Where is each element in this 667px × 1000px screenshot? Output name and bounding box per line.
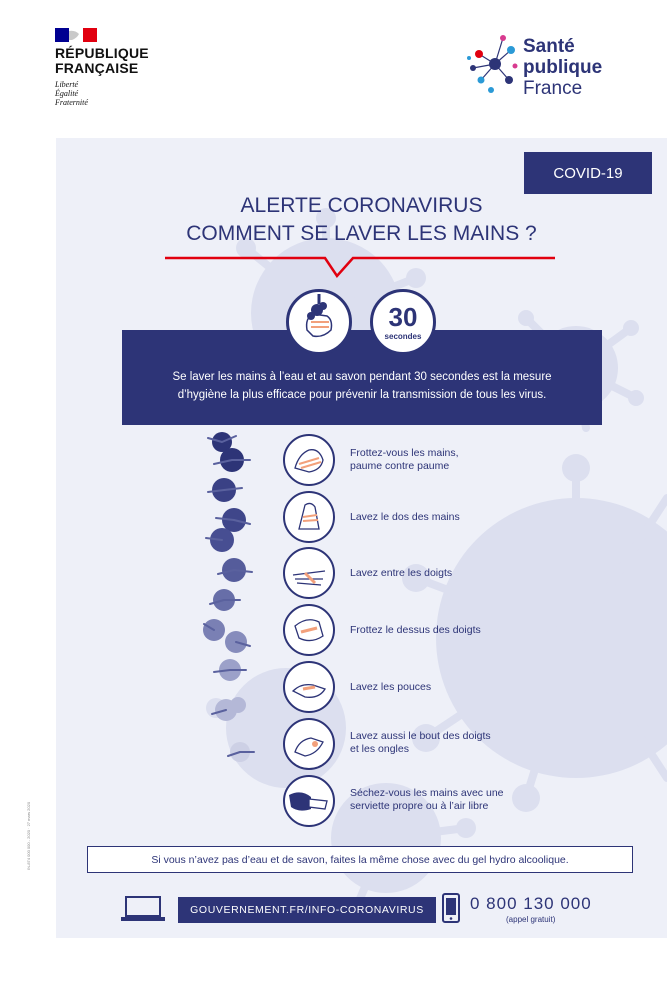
step-text-2: Lavez le dos des mains [350, 511, 460, 523]
timer-unit: secondes [384, 331, 422, 341]
phone-number[interactable]: 0 800 130 000 [470, 894, 592, 913]
intro-text: Se laver les mains à l’eau et au savon pendant 30 secondes est la mesure d’hygiène la plus efficace pour prévenir la transmission de tous les virus. [172, 371, 552, 401]
step-icon-back-of-hands [283, 491, 335, 543]
step-text-4: Frottez le dessus des doigts [350, 624, 481, 636]
phone-note: (appel gratuit) [506, 915, 556, 924]
step-text-1: Frottez-vous les mains, paume contre paume [350, 447, 459, 472]
step-icon-fingertips-nails [283, 718, 335, 770]
step-text-5: Lavez les pouces [350, 681, 432, 693]
step-text-7: Séchez-vous les mains avec une serviette propre ou à l’air libre [350, 787, 504, 812]
covid-badge: COVID-19 [524, 152, 652, 194]
document-reference: IN-874 000 000 - 2020 · 27 mars 2020 [26, 801, 31, 870]
step-text-3: Lavez entre les doigts [350, 567, 453, 579]
step-icon-between-fingers [283, 547, 335, 599]
republic-name: RÉPUBLIQUE FRANÇAISE [55, 45, 149, 76]
washing-hands-icon [286, 289, 352, 355]
thirty-seconds-icon [370, 289, 436, 355]
step-icon-palms-rub [283, 434, 335, 486]
step-icon-drying-hands [283, 775, 335, 827]
virus-column-icon [200, 430, 260, 770]
hand-gel-note: Si vous n’avez pas d’eau et de savon, faites la même chose avec du gel hydro alcoolique. [87, 846, 633, 873]
agency-name-line3: France [523, 78, 583, 99]
title-line1: ALERTE CORONAVIRUS [240, 194, 483, 217]
marianne-flag-icon [55, 28, 97, 42]
page-title [56, 192, 667, 248]
agency-name-line2: publique [523, 57, 603, 78]
speech-bubble-line-icon [165, 256, 555, 280]
phone-icon [442, 893, 460, 923]
step-icon-finger-tops [283, 604, 335, 656]
laptop-icon [120, 896, 166, 922]
agency-name-line1: Santé [523, 36, 575, 57]
intro-box [122, 330, 602, 425]
sante-publique-france-logo [465, 28, 635, 108]
step-icon-thumbs [283, 661, 335, 713]
timer-number: 30 [388, 301, 418, 332]
republic-motto: Liberté Égalité Fraternité [55, 80, 88, 107]
info-coronavirus-link[interactable]: GOUVERNEMENT.FR/INFO-CORONAVIRUS [178, 897, 436, 923]
title-line2: COMMENT SE LAVER LES MAINS ? [186, 222, 537, 245]
step-text-6: Lavez aussi le bout des doigts et les ongles [350, 730, 491, 755]
network-dots-icon [465, 28, 523, 108]
